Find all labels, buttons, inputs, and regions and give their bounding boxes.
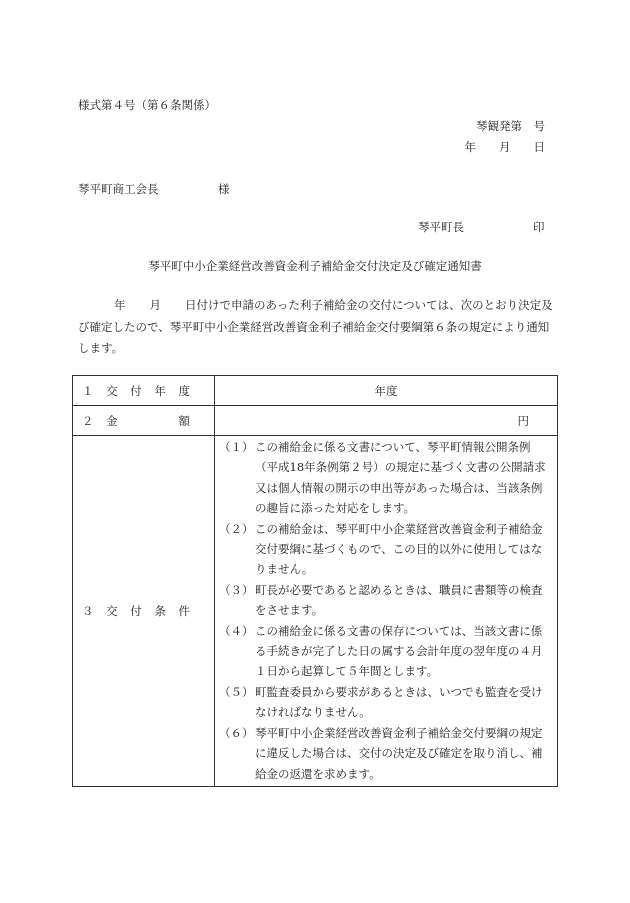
table-row-fiscal-year (73, 376, 558, 406)
label-char: 額 (178, 413, 190, 428)
condition-number: （２） (219, 521, 254, 536)
condition-number: （４） (219, 623, 254, 638)
row-label (73, 436, 215, 787)
condition-text: 町長が必要であると認めるときは、職員に書類等の検査をさせます。 (255, 582, 543, 618)
document-number: 琴観発第 号 (476, 119, 545, 133)
body-paragraph (78, 295, 558, 360)
addressee-honorific: 様 (218, 182, 230, 196)
label-char: 付 (130, 383, 142, 398)
label-char: 付 (130, 603, 142, 618)
condition-text: この補給金に係る文書について、琴平町情報公開条例（平成18年条例第２号）の規定に基づく文書の公開請求又は個人情報の開示の申出等があった場合は、当該条例の趣旨に添った対応をします。 (255, 440, 546, 516)
issuer-title: 琴平町長 (418, 220, 464, 234)
fiscal-year-value: 年度 (215, 376, 558, 406)
body-year: 年 (114, 298, 126, 312)
condition-number: （５） (219, 684, 254, 699)
label-char: 交 (106, 383, 118, 398)
condition-text: 琴平町中小企業経営改善資金利子補給金交付要綱の規定に違反した場合は、交付の決定及び確定を取り消し、補給金の返還を求めます。 (255, 725, 543, 781)
document-date: 年 月 日 (464, 140, 545, 154)
body-month: 月 (149, 298, 161, 312)
list-item (219, 580, 549, 621)
row-number: １ (82, 383, 94, 398)
list-item (219, 682, 549, 723)
label-char: 交 (106, 603, 118, 618)
label-char: 度 (178, 383, 190, 398)
row-number: ３ (82, 603, 94, 618)
condition-number: （３） (219, 582, 254, 597)
table-row-conditions (73, 436, 558, 787)
conditions-list (215, 436, 558, 787)
condition-text: 町監査委員から要求があるときは、いつでも監査を受けなければなりません。 (255, 684, 543, 720)
label-char: 条 (154, 603, 166, 618)
condition-text: この補給金は、琴平町中小企業経営改善資金利子補給金交付要綱に基づくもので、この目的以外に使用してはなりません。 (255, 521, 543, 577)
condition-text: この補給金に係る文書の保存については、当該文書に係る手続きが完了した日の属する会計年度の翌年度の４月１日から起算して５年間とします。 (255, 623, 543, 679)
table-row-amount (73, 406, 558, 436)
body-text: 日付けで申請のあった利子補給金の交付については、次のとおり決定及び確定したので、琴平町中小企業経営改善資金利子補給金交付要綱第６条の規定により通知します。 (78, 298, 553, 355)
label-char: 年 (154, 383, 166, 398)
row-label (73, 376, 215, 406)
condition-number: （１） (219, 440, 254, 454)
form-label: 様式第４号（第６条関係） (78, 98, 216, 112)
document-title: 琴平町中小企業経営改善資金利子補給金交付決定及び確定通知書 (148, 259, 482, 273)
list-item (219, 519, 549, 580)
list-item (219, 723, 549, 784)
addressee-name: 琴平町商工会長 (78, 182, 159, 196)
list-item (219, 437, 549, 519)
grant-conditions-table (72, 375, 558, 787)
list-item (219, 621, 549, 682)
label-char: 金 (106, 413, 118, 428)
row-number: ２ (82, 413, 94, 428)
amount-value: 円 (215, 406, 558, 436)
seal-mark: 印 (533, 220, 545, 234)
row-label (73, 406, 215, 436)
label-char: 件 (178, 603, 190, 618)
condition-number: （６） (219, 725, 254, 740)
